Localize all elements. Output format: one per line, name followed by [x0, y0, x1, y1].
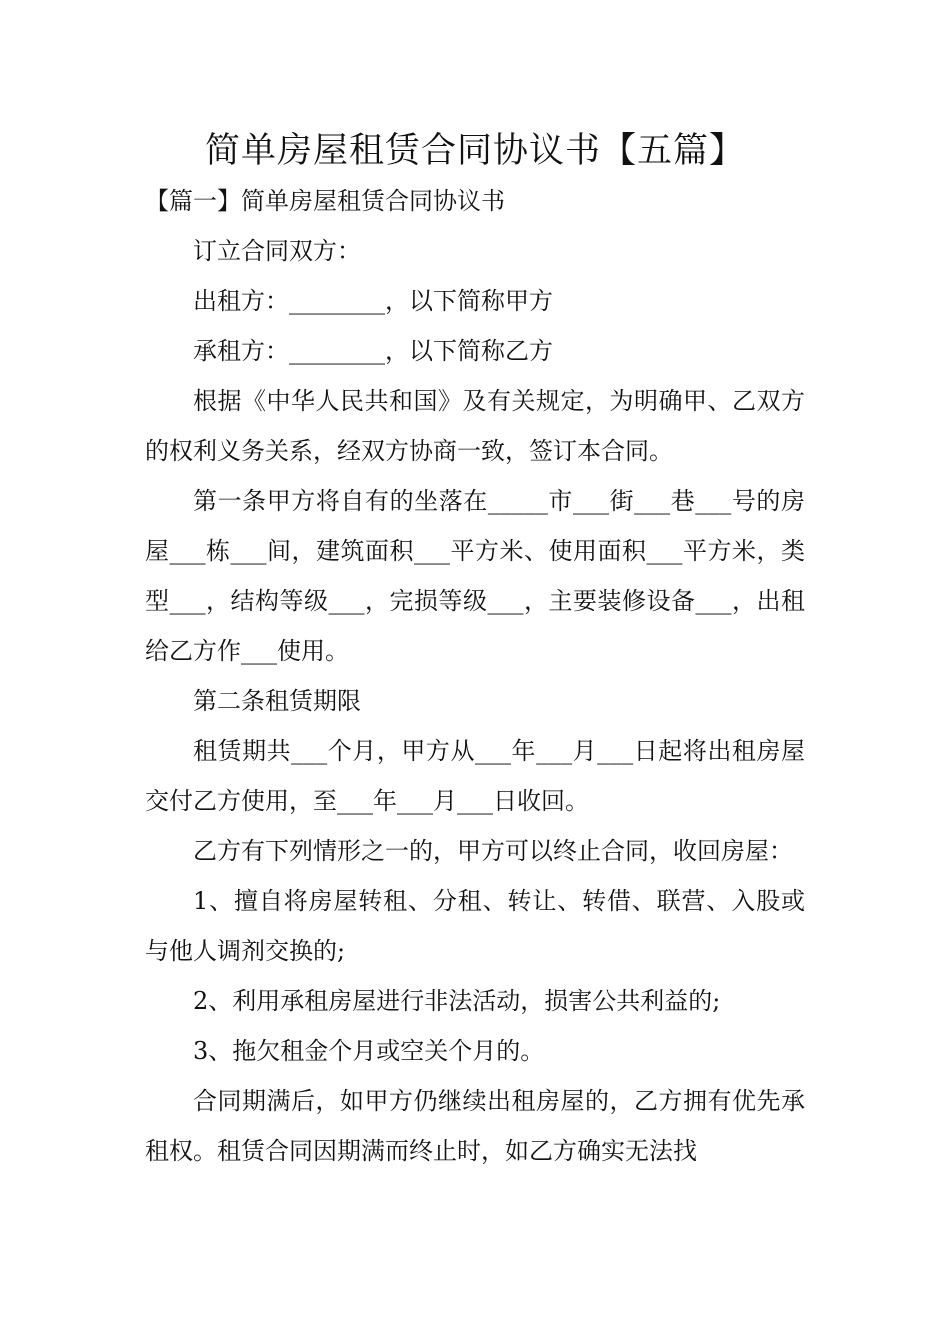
paragraph-termination-conditions: 乙方有下列情形之一的，甲方可以终止合同，收回房屋： — [193, 837, 793, 865]
paragraph-parties: 订立合同双方： — [193, 237, 361, 265]
paragraph-lease-term: 租赁期共___个月，甲方从___年___月___日起将出租房屋交付乙方使用，至___年___月___日收回。 — [145, 737, 805, 815]
paragraph-preamble: 根据《中华人民共和国》及有关规定，为明确甲、乙双方的权利义务关系，经双方协商一致，签订本合同。 — [145, 387, 805, 465]
paragraph-lessor: 出租方：________，以下简称甲方 — [193, 287, 553, 315]
paragraph-lessee: 承租方：________，以下简称乙方 — [193, 337, 553, 365]
paragraph-renewal: 合同期满后，如甲方仍继续出租房屋的，乙方拥有优先承租权。租赁合同因期满而终止时，如乙方确实无法找 — [145, 1087, 805, 1165]
paragraph-condition-2: 2、利用承租房屋进行非法活动，损害公共利益的; — [193, 987, 721, 1015]
paragraph-article-2-heading: 第二条租赁期限 — [193, 687, 361, 715]
section-heading: 【篇一】简单房屋租赁合同协议书 — [145, 187, 505, 215]
document-title: 简单房屋租赁合同协议书【五篇】 — [204, 131, 745, 171]
document-body — [145, 226, 805, 1176]
paragraph-condition-3: 3、拖欠租金个月或空关个月的。 — [193, 1037, 545, 1065]
paragraph-condition-1: 1、擅自将房屋转租、分租、转让、转借、联营、入股或与他人调剂交换的; — [145, 887, 805, 965]
paragraph-article-1: 第一条甲方将自有的坐落在_____市___街___巷___号的房屋___栋___间，建筑面积___平方米、使用面积___平方米，类型___，结构等级___，完损等级___，主要装修设备___，出租给乙方作___使用。 — [145, 487, 805, 665]
